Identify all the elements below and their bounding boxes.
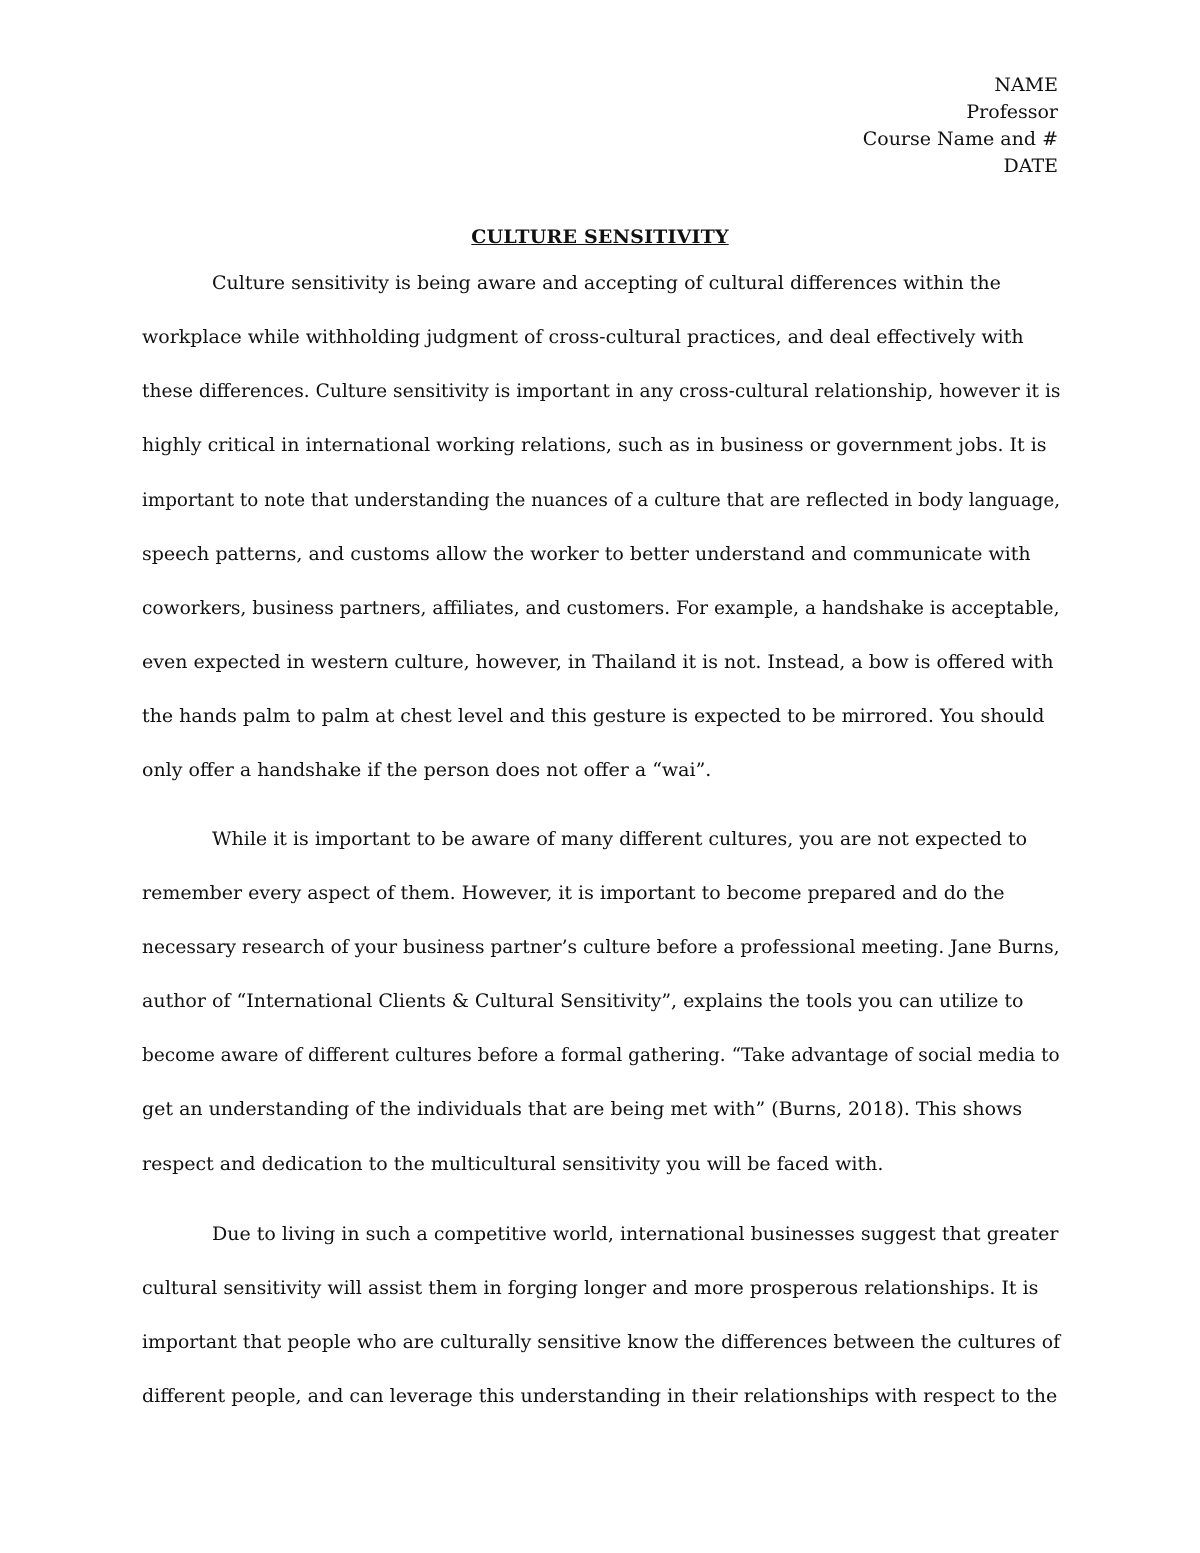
header-professor: Professor [966,101,1058,123]
paragraph-1-line-9: the hands palm to palm at chest level and this gesture is expected to be mirrored. You should [142,705,1045,727]
header-block [863,72,1058,180]
paragraph-1-line-8: even expected in western culture, however, in Thailand it is not. Instead, a bow is offered with [142,651,1054,673]
paragraph-1-line-6: speech patterns, and customs allow the worker to better understand and communicate with [142,543,1031,565]
paragraph-2-line-3: necessary research of your business partner’s culture before a professional meeting. Jane Burns, [142,936,1060,958]
paragraph-3-line-4: different people, and can leverage this understanding in their relationships with respect to the [142,1385,1058,1407]
paragraph-2-line-6: get an understanding of the individuals that are being met with” (Burns, 2018). This shows [142,1098,1023,1120]
paragraph-1-line-2: workplace while withholding judgment of cross-cultural practices, and deal effectively with [142,326,1024,348]
paragraph-1-line-4: highly critical in international working relations, such as in business or government jobs. It is [142,434,1047,456]
paragraph-3-line-2: cultural sensitivity will assist them in forging longer and more prosperous relationships. It is [142,1277,1039,1299]
paragraph-1-line-5: important to note that understanding the nuances of a culture that are reflected in body language, [142,489,1061,511]
header-date: DATE [1003,155,1058,177]
paragraph-1-line-7: coworkers, business partners, affiliates, and customers. For example, a handshake is acceptable, [142,597,1060,619]
paragraph-1-line-3: these differences. Culture sensitivity is important in any cross-cultural relationship, however it is [142,380,1061,402]
paragraph-3-line-3: important that people who are culturally sensitive know the differences between the cultures of [142,1331,1061,1353]
document-title: CULTURE SENSITIVITY [471,226,729,248]
paragraph-2-line-1: While it is important to be aware of many different cultures, you are not expected to [212,828,1028,850]
paragraph-1-line-1: Culture sensitivity is being aware and accepting of cultural differences within the [212,272,1001,294]
paragraph-2-line-7: respect and dedication to the multicultural sensitivity you will be faced with. [142,1153,884,1175]
paragraph-1-line-10: only offer a handshake if the person does not offer a “wai”. [142,759,712,781]
paragraph-3-line-1: Due to living in such a competitive world, international businesses suggest that greater [212,1223,1059,1245]
paragraph-2-line-4: author of “International Clients & Cultural Sensitivity”, explains the tools you can utilize to [142,990,1024,1012]
paragraph-2-line-5: become aware of different cultures before a formal gathering. “Take advantage of social media to [142,1044,1060,1066]
paragraph-2-line-2: remember every aspect of them. However, it is important to become prepared and do the [142,882,1005,904]
header-name: NAME [994,74,1058,96]
header-course: Course Name and # [862,128,1058,150]
